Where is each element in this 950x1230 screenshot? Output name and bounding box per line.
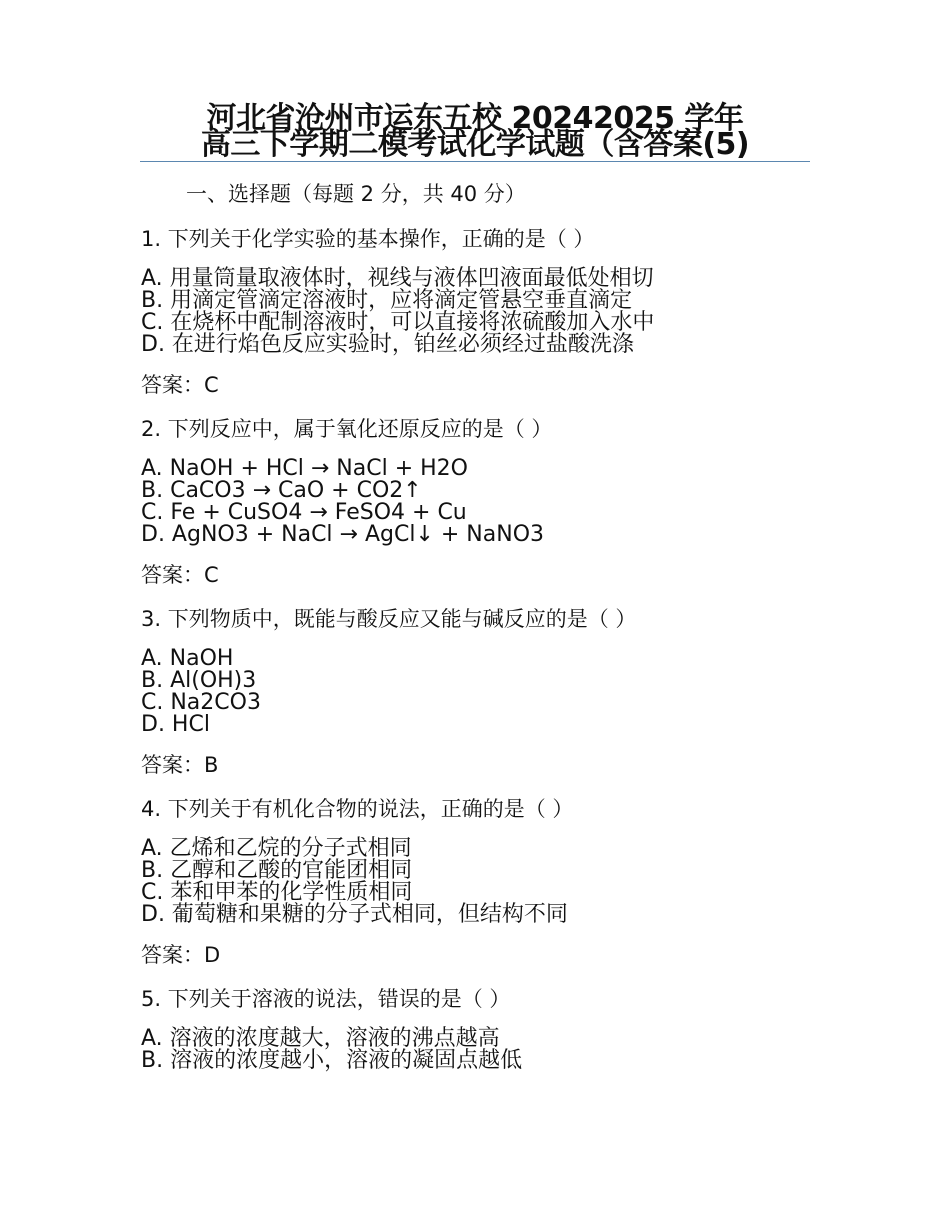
question-stem: 4. 下列关于有机化合物的说法，正确的是（ ） xyxy=(141,797,574,821)
option-c: C. 在烧杯中配制溶液时，可以直接将浓硫酸加入水中 xyxy=(141,310,655,335)
question-3 xyxy=(141,604,821,780)
option-d: D. HCl xyxy=(141,712,210,737)
question-5 xyxy=(141,984,821,1072)
section-heading: 一、选择题（每题 2 分，共 40 分） xyxy=(186,182,526,206)
option-a: A. NaOH + HCl → NaCl + H2O xyxy=(141,456,468,481)
question-1 xyxy=(141,224,821,400)
option-d: D. 在进行焰色反应实验时，铂丝必须经过盐酸洗涤 xyxy=(141,332,634,357)
option-b: B. 乙醇和乙酸的官能团相同 xyxy=(141,858,413,883)
title-underline xyxy=(140,161,810,162)
option-c: C. Fe + CuSO4 → FeSO4 + Cu xyxy=(141,500,467,525)
answer-line: 答案：B xyxy=(141,753,219,777)
title-line-1: 河北省沧州市运东五校 20242025 学年 xyxy=(206,101,744,136)
option-list xyxy=(141,268,821,356)
document-title xyxy=(140,101,810,162)
answer-line: 答案：C xyxy=(141,563,219,587)
title-line-2: 高三下学期二模考试化学试题（含答案(5) xyxy=(200,127,750,162)
option-list xyxy=(141,648,821,736)
option-a: A. NaOH xyxy=(141,646,234,671)
question-stem: 3. 下列物质中，既能与酸反应又能与碱反应的是（ ） xyxy=(141,607,637,631)
option-b: B. 用滴定管滴定溶液时，应将滴定管悬空垂直滴定 xyxy=(141,288,633,313)
option-b: B. Al(OH)3 xyxy=(141,668,257,693)
answer-line: 答案：D xyxy=(141,943,221,967)
option-c: C. 苯和甲苯的化学性质相同 xyxy=(141,880,413,905)
question-stem: 1. 下列关于化学实验的基本操作，正确的是（ ） xyxy=(141,227,595,251)
option-a: A. 用量筒量取液体时，视线与液体凹液面最低处相切 xyxy=(141,266,654,291)
question-2 xyxy=(141,414,821,590)
question-stem: 5. 下列关于溶液的说法，错误的是（ ） xyxy=(141,987,511,1011)
option-list xyxy=(141,458,821,546)
question-list xyxy=(141,224,821,1072)
option-c: C. Na2CO3 xyxy=(141,690,261,715)
question-stem: 2. 下列反应中，属于氧化还原反应的是（ ） xyxy=(141,417,553,441)
option-list xyxy=(141,1028,821,1072)
option-b: B. 溶液的浓度越小，溶液的凝固点越低 xyxy=(141,1048,523,1073)
option-a: A. 乙烯和乙烷的分子式相同 xyxy=(141,836,412,861)
option-d: D. 葡萄糖和果糖的分子式相同，但结构不同 xyxy=(141,902,568,927)
answer-line: 答案：C xyxy=(141,373,219,397)
question-4 xyxy=(141,794,821,970)
option-a: A. 溶液的浓度越大，溶液的沸点越高 xyxy=(141,1026,500,1051)
option-list xyxy=(141,838,821,926)
option-b: B. CaCO3 → CaO + CO2↑ xyxy=(141,478,422,503)
option-d: D. AgNO3 + NaCl → AgCl↓ + NaNO3 xyxy=(141,522,545,547)
